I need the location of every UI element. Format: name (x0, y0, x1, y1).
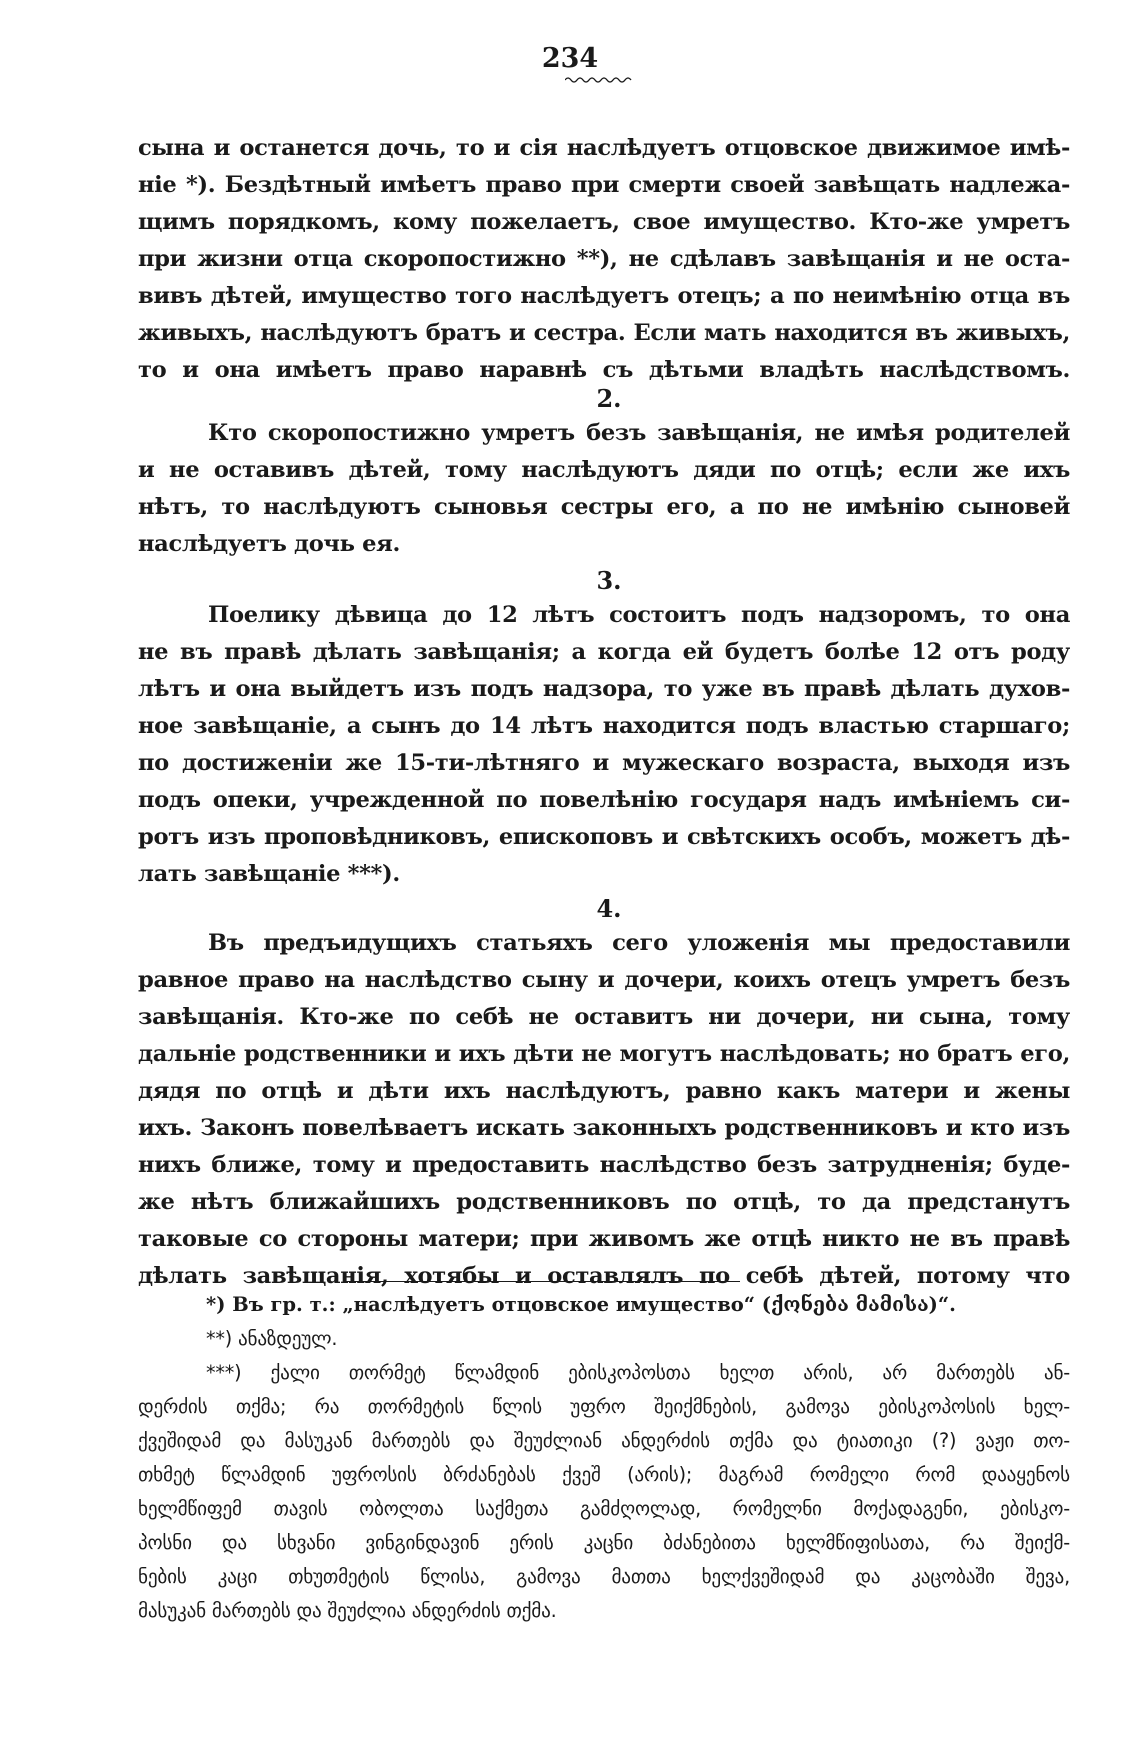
footnote-1: *) Въ гр. т.: „наслѣдуетъ отцовское имущество“ (ქონება მამისა)“. (206, 1293, 956, 1316)
text-line: по достиженіи же 15-ти-лѣтняго и мужескаго возраста, выходя изъ (138, 750, 1070, 776)
text-line: живыхъ, наслѣдуютъ братъ и сестра. Если мать находится въ живыхъ, (138, 320, 1070, 346)
footnote-3-line: თხმეტ წლამდინ უფროსის ბრძანებას ქვეშ (არის); მაგრამ რომელი რომ დააყენოს (138, 1463, 1070, 1486)
text-line: ное завѣщаніе, а сынъ до 14 лѣтъ находится подъ властью старшаго; (138, 713, 1070, 739)
section-4 (138, 893, 1070, 1295)
footnote-2: **) ანაზდეულ. (206, 1327, 338, 1350)
text-line: и не оставивъ дѣтей, тому наслѣдуютъ дяди по отцѣ; если же ихъ (138, 457, 1070, 483)
footnote-3-line: ხელმწიფემ თავის ობოლთა საქმეთა გამძღოლად, რომელნი მოქადაგენი, ებისკო- (138, 1497, 1070, 1520)
text-line: дядя по отцѣ и дѣти ихъ наслѣдуютъ, равно какъ матери и жены (138, 1078, 1070, 1104)
section-number: 3. (596, 566, 622, 595)
text-line: наслѣдуетъ дочь ея. (138, 531, 400, 557)
text-line: сына и останется дочь, то и сія наслѣдуетъ отцовское движимое имѣ- (138, 135, 1070, 161)
section-number: 4. (596, 894, 622, 923)
footnote-3-line: ქვეშიდამ და მასუკან მართებს და შეუძლიან ანდერძის თქმა და ტიათიკი (?) ვაჟი თო- (138, 1429, 1070, 1452)
text-line: Въ предъидущихъ статьяхъ сего уложенія мы предоставили (208, 930, 1070, 956)
page-number: 234 (541, 43, 599, 74)
text-line: не въ правѣ дѣлать завѣщанія; а когда ей будетъ болѣе 12 отъ роду (138, 639, 1070, 665)
text-line: лѣтъ и она выйдетъ изъ подъ надзора, то уже въ правѣ дѣлать духов- (138, 676, 1070, 702)
text-line: Поелику дѣвица до 12 лѣтъ состоитъ подъ надзоромъ, то она (208, 602, 1070, 628)
text-line: равное право на наслѣдство сыну и дочери, коихъ отецъ умретъ безъ (138, 967, 1070, 993)
footnote-divider (345, 1281, 740, 1282)
text-line: при жизни отца скоропостижно **), не сдѣлавъ завѣщанія и не оста- (138, 246, 1070, 272)
footnote-3-line: ***) ქალი თორმეტ წლამდინ ებისკოპოსთა ხელთ არის, არ მართებს ან- (206, 1361, 1070, 1384)
text-line: ихъ. Законъ повелѣваетъ искать законныхъ родственниковъ и кто изъ (138, 1115, 1070, 1141)
footnotes (138, 1288, 1070, 1628)
text-line: лать завѣщаніе ***). (138, 861, 400, 887)
text-line: Кто скоропостижно умретъ безъ завѣщанія, не имѣя родителей (208, 420, 1070, 446)
text-line: нихъ ближе, тому и предоставить наслѣдство безъ затрудненія; буде- (138, 1152, 1070, 1178)
section-number: 2. (596, 384, 622, 413)
text-line: то и она имѣетъ право наравнѣ съ дѣтьми владѣть наслѣдствомъ. (138, 357, 1070, 383)
text-line: подъ опеки, учрежденной по повелѣнію государя надъ имѣніемъ си- (138, 787, 1070, 813)
section-3 (138, 565, 1070, 893)
section-continuation (138, 130, 1070, 389)
page-number-ornament (565, 76, 635, 84)
footnote-3-line: მასუკან მართებს და შეუძლია ანდერძის თქმა. (138, 1599, 557, 1622)
text-line: завѣщанія. Кто-же по себѣ не оставитъ ни дочери, ни сына, тому (138, 1004, 1070, 1030)
text-line: щимъ порядкомъ, кому пожелаетъ, свое имущество. Кто-же умретъ (138, 209, 1070, 235)
text-line: ніе *). Бездѣтный имѣетъ право при смерти своей завѣщать надлежа- (138, 172, 1070, 198)
section-2 (138, 383, 1070, 563)
text-line: ротъ изъ проповѣдниковъ, епископовъ и свѣтскихъ особъ, можетъ дѣ- (138, 824, 1070, 850)
text-line: же нѣтъ ближайшихъ родственниковъ по отцѣ, то да предстанутъ (138, 1189, 1070, 1215)
text-line: дѣлать завѣщанія, хотябы и оставлялъ по себѣ дѣтей, потому что (138, 1263, 1070, 1289)
text-line: дальніе родственники и ихъ дѣти не могутъ наслѣдовать; но братъ его, (138, 1041, 1070, 1067)
footnote-3-line: პოსნი და სხვანი ვინგინდავინ ერის კაცნი ბძანებითა ხელმწიფისათა, რა შეიქმ- (138, 1531, 1070, 1554)
footnote-3-line: ნების კაცი თხუთმეტის წლისა, გამოვა მათთა ხელქვეშიდამ და კაცობაში შევა, (138, 1565, 1070, 1588)
text-line: таковые со стороны матери; при живомъ же отцѣ никто не въ правѣ (138, 1226, 1070, 1252)
footnote-3-line: დერძის თქმა; რა თორმეტის წლის უფრო შეიქმნების, გამოვა ებისკოპოსის ხელ- (138, 1395, 1070, 1418)
text-line: нѣтъ, то наслѣдуютъ сыновья сестры его, а по не имѣнію сыновей (138, 494, 1070, 520)
text-line: вивъ дѣтей, имущество того наслѣдуетъ отецъ; а по неимѣнію отца въ (138, 283, 1070, 309)
